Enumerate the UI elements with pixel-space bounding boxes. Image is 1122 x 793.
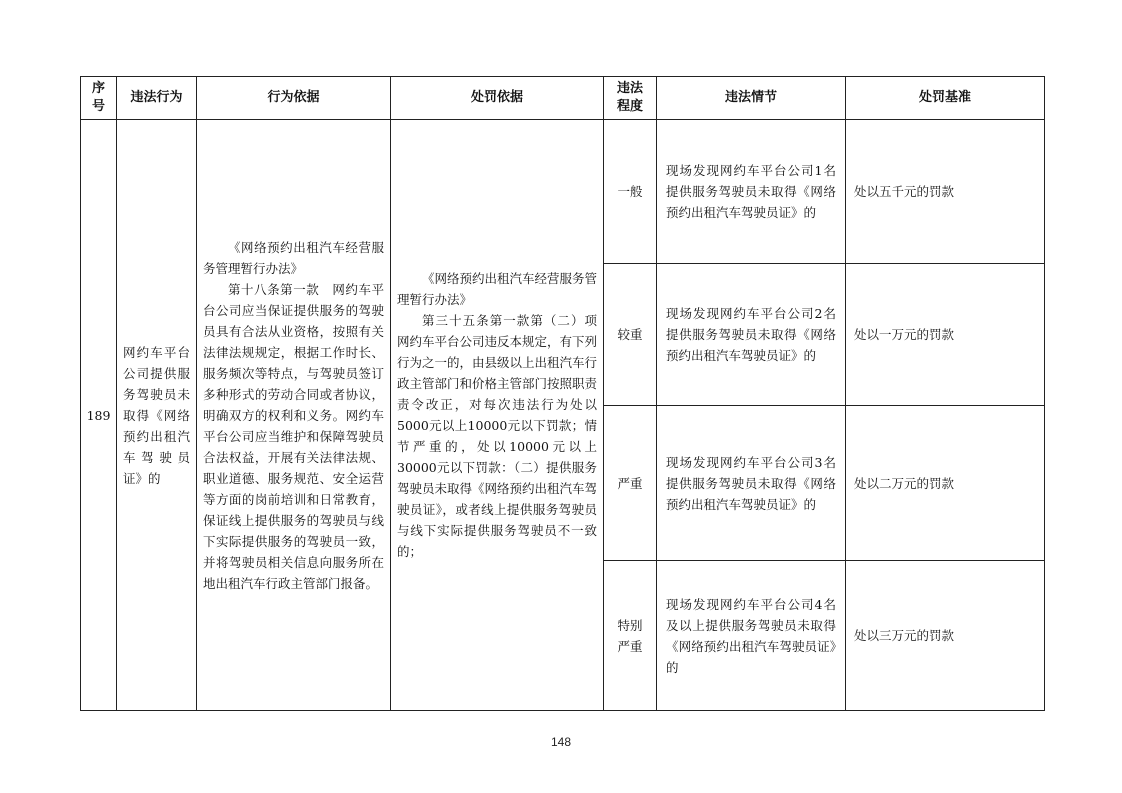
table-header-row (81, 77, 1045, 120)
penalty-basis-clause: 第三十五条第一款第（二）项 网约车平台公司违反本规定，有下列行为之一的，由县级以上出租汽车行政主管部门和价格主管部门按照职责责令改正，对每次违法行为处以5000元以上10000元以下罚款；情节严重的，处以10000元以上30000元以下罚款：（二）提供服务驾驶员未取得《网络预约出租汽车驾驶员证》，或者线上提供服务驾驶员与线下实际提供服务驾驶员不一致的； (397, 313, 610, 559)
degree-severe: 严重 (604, 406, 657, 561)
row-penalty-basis (391, 120, 610, 711)
standard-general: 处以五千元的罚款 (846, 120, 1045, 264)
header-seq-line2: 号 (91, 99, 105, 114)
degree-especially-severe (604, 561, 657, 711)
circumstance-severe: 现场发现网约车平台公司3名提供服务驾驶员未取得《网络预约出租汽车驾驶员证》的 (657, 406, 846, 561)
header-seq (81, 77, 117, 120)
row-act: 网约车平台公司提供服务驾驶员未取得《网络预约出租汽车驾驶员证》的 (117, 120, 197, 711)
row-basis (197, 120, 391, 711)
table-row (81, 120, 1045, 264)
header-degree-line2: 程度 (616, 99, 643, 114)
circumstance-serious: 现场发现网约车平台公司2名提供服务驾驶员未取得《网络预约出租汽车驾驶员证》的 (657, 264, 846, 406)
page-number: 148 (550, 735, 572, 749)
header-degree (604, 77, 657, 120)
degree-serious: 较重 (604, 264, 657, 406)
header-seq-line1: 序 (91, 81, 105, 96)
circumstance-general: 现场发现网约车平台公司1名提供服务驾驶员未取得《网络预约出租汽车驾驶员证》的 (657, 120, 846, 264)
row-seq: 189 (81, 120, 117, 711)
degree-general: 一般 (604, 120, 657, 264)
standard-serious: 处以一万元的罚款 (846, 264, 1045, 406)
header-penalty-basis: 处罚依据 (391, 77, 604, 120)
header-standard: 处罚基准 (846, 77, 1045, 120)
standard-severe: 处以二万元的罚款 (846, 406, 1045, 561)
header-basis: 行为依据 (197, 77, 391, 120)
header-degree-line1: 违法 (616, 81, 643, 96)
basis-title: 《网络预约出租汽车经营服务管理暂行办法》 (203, 239, 384, 276)
header-circumstance: 违法情节 (657, 77, 846, 120)
penalty-standard-table (80, 76, 1045, 711)
basis-clause: 第十八条第一款 网约车平台公司应当保证提供服务的驾驶员具有合法从业资格，按照有关法律法规规定，根据工作时长、服务频次等特点，与驾驶员签订多种形式的劳动合同或者协议，明确双方的权利和义务。网约车平台公司应当维护和保障驾驶员合法权益，开展有关法律法规、职业道德、服务规范、安全运营等方面的岗前培训和日常教育，保证线上提供服务的驾驶员与线下实际提供服务的驾驶员一致，并将驾驶员相关信息向服务所在地出租汽车行政主管部门报备。 (203, 281, 384, 591)
penalty-basis-title: 《网络预约出租汽车经营服务管理暂行办法》 (397, 271, 598, 307)
standard-especially-severe: 处以三万元的罚款 (846, 561, 1045, 711)
degree-especially-severe-label: 特别严重 (617, 617, 643, 654)
header-act: 违法行为 (117, 77, 197, 120)
circumstance-especially-severe: 现场发现网约车平台公司4名及以上提供服务驾驶员未取得《网络预约出租汽车驾驶员证》的 (657, 561, 846, 711)
